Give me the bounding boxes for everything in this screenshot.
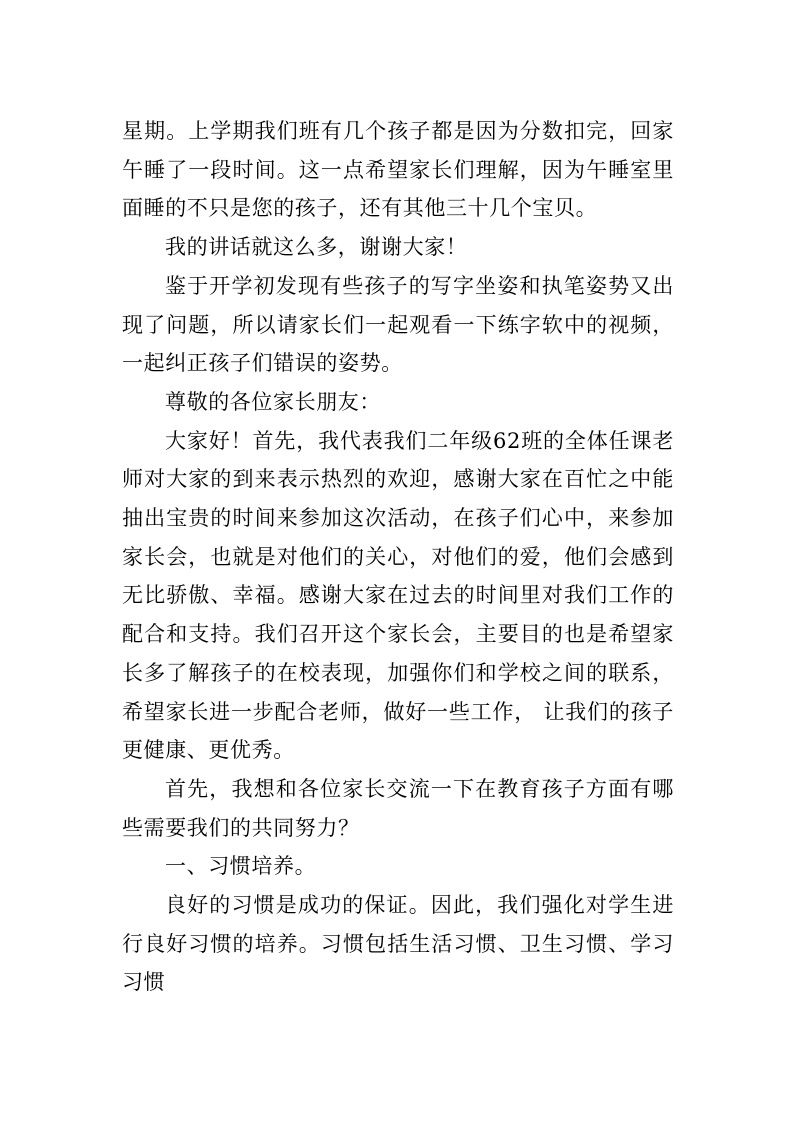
paragraph: 良好的习惯是成功的保证。因此，我们强化对学生进行良好习惯的培养。习惯包括生活习惯、卫生习惯、学习习惯 [122, 893, 674, 995]
paragraph: 星期。上学期我们班有几个孩子都是因为分数扣完，回家午睡了一段时间。这一点希望家长们理解，因为午睡室里面睡的不只是您的孩子，还有其他三十几个宝贝。 [122, 119, 674, 221]
paragraph: 尊敬的各位家长朋友： [165, 389, 381, 414]
paragraph: 一、习惯培养。 [165, 854, 317, 879]
paragraph: 鉴于开学初发现有些孩子的写字坐姿和执笔姿势又出现了问题，所以请家长们一起观看一下练字软中的视频，一起纠正孩子们错误的姿势。 [122, 273, 674, 376]
paragraph: 我的讲话就这么多，谢谢大家！ [165, 235, 468, 260]
document-body [122, 112, 674, 1002]
paragraph: 首先，我想和各位家长交流一下在教育孩子方面有哪些需要我们的共同努力？ [122, 776, 674, 840]
paragraph: 大家好！首先，我代表我们二年级62班的全体任课老师对大家的到来表示热烈的欢迎，感谢大家在百忙之中能抽出宝贵的时间来参加这次活动，在孩子们心中，来参加家长会，也就是对他们的关心，对他们的爱，他们会感到无比骄傲、幸福。感谢大家在过去的时间里对我们工作的配合和支持。我们召开这个家长会，主要目的也是希望家长多了解孩子的在校表现，加强你们和学校之间的联系，希望家长进一步配合老师，做好一些工作， 让我们的孩子更健康、更优秀。 [122, 428, 674, 763]
